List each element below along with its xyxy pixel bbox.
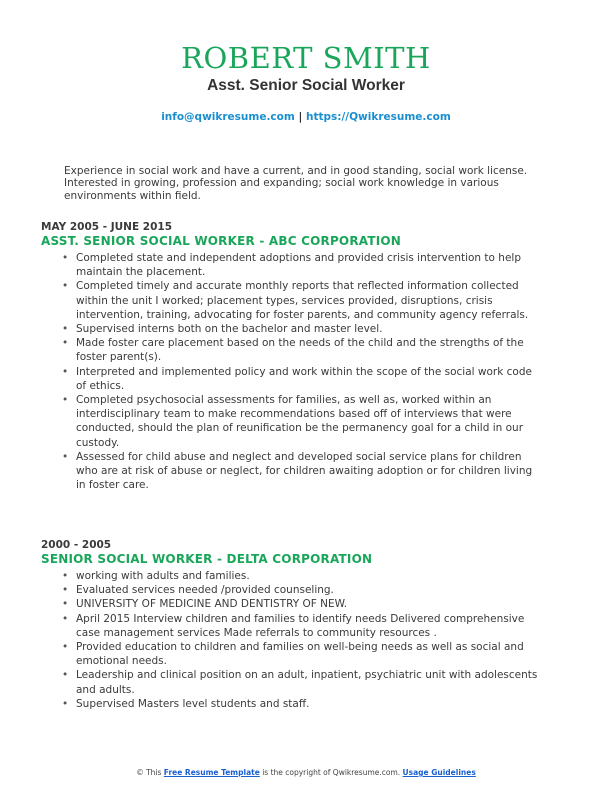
job-bullets	[41, 569, 541, 711]
usage-guidelines-link[interactable]: Usage Guidelines	[402, 768, 476, 777]
contact-line	[0, 110, 612, 124]
list-item: • Made foster care placement based on the needs of the child and the strengths of the foster parent(s).	[76, 336, 541, 364]
profile-summary: Experience in social work and have a current, and in good standing, social work license. Interested in growing, profession and expanding; social work knowledge in various environments within field.	[64, 165, 528, 202]
list-item: • Completed psychosocial assessments for families, as well as, worked within an interdisciplinary team to make recommendations based off of interviews that were conducted, should the plan of reunification be the permanency goal for a child in our custody.	[76, 393, 541, 450]
list-item: • Leadership and clinical position on an adult, inpatient, psychiatric unit with adolescents and adults.	[76, 668, 541, 696]
job-bullets	[41, 251, 541, 492]
list-item: • Completed state and independent adoptions and provided crisis intervention to help maintain the placement.	[76, 251, 541, 279]
copyright-footer	[0, 768, 612, 778]
experience-entry	[41, 539, 541, 711]
footer-middle: is the copyright of Qwikresume.com.	[262, 768, 401, 777]
experience-entry	[41, 221, 541, 492]
job-dates: 2000 - 2005	[41, 539, 112, 551]
list-item: • UNIVERSITY OF MEDICINE AND DENTISTRY OF NEW.	[76, 597, 541, 611]
list-item: • Supervised Masters level students and staff.	[76, 697, 541, 711]
job-role: SENIOR SOCIAL WORKER - DELTA CORPORATION	[41, 552, 373, 566]
resume-header	[0, 40, 612, 96]
footer-prefix: © This	[136, 768, 162, 777]
job-dates: MAY 2005 - JUNE 2015	[41, 221, 172, 233]
website-link[interactable]: https://Qwikresume.com	[305, 111, 451, 123]
list-item: • Evaluated services needed /provided counseling.	[76, 583, 541, 597]
list-item: • April 2015 Interview children and families to identify needs Delivered comprehensive case management services Made referrals to community resources .	[76, 612, 541, 640]
list-item: • Assessed for child abuse and neglect and developed social service plans for children who are at risk of abuse or neglect, for children awaiting adoption or for children living in foster care.	[76, 450, 541, 493]
email-link[interactable]: info@qwikresume.com	[161, 111, 295, 123]
contact-separator: |	[298, 111, 303, 123]
free-resume-template-link[interactable]: Free Resume Template	[163, 768, 260, 777]
list-item: • working with adults and families.	[76, 569, 541, 583]
list-item: • Interpreted and implemented policy and work within the scope of the social work code of ethics.	[76, 365, 541, 393]
list-item: • Supervised interns both on the bachelor and master level.	[76, 322, 541, 336]
list-item: • Provided education to children and families on well-being needs as well as social and emotional needs.	[76, 640, 541, 668]
candidate-title: Asst. Senior Social Worker	[207, 77, 405, 94]
job-role: ASST. SENIOR SOCIAL WORKER - ABC CORPORATION	[41, 234, 402, 248]
candidate-name: ROBERT SMITH	[181, 41, 431, 75]
list-item: • Completed timely and accurate monthly reports that reflected information collected within the unit I worked; placement types, services provided, disruptions, crisis intervention, training, advocating for foster parents, and community agency referrals.	[76, 279, 541, 322]
